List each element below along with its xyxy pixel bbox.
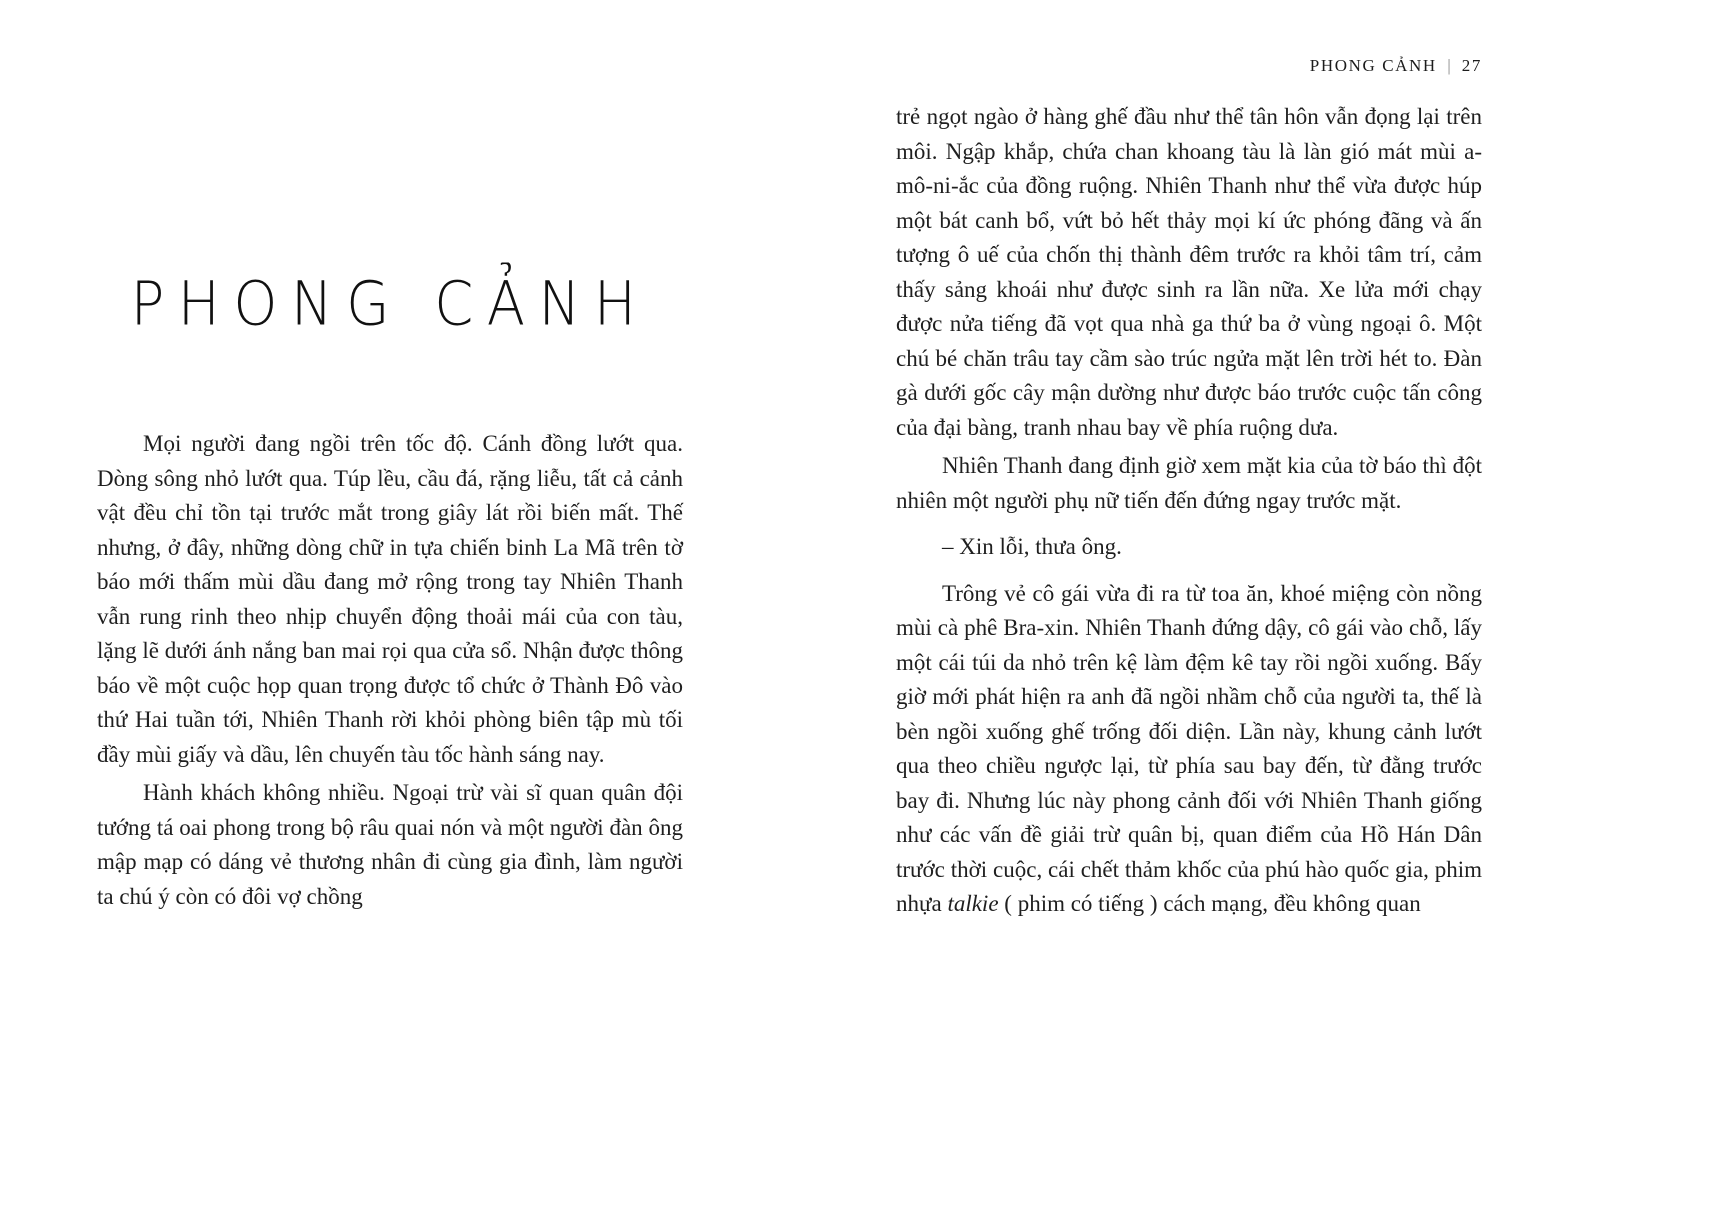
paragraph-right-4-text-after: ( phim có tiếng ) cách mạng, đều không quan [998, 891, 1421, 916]
paragraph-left-2: Hành khách không nhiều. Ngoại trừ vài sĩ quan quân đội tướng tá oai phong trong bộ râu quai nón và một người đàn ông mập mạp có dáng vẻ thương nhân đi cùng gia đình, làm người ta chú ý còn có đôi vợ chồng [97, 780, 683, 909]
page-number: 27 [1461, 56, 1482, 75]
paragraph-left-1: Mọi người đang ngồi trên tốc độ. Cánh đồng lướt qua. Dòng sông nhỏ lướt qua. Túp lều, cầu đá, rặng liễu, tất cả cảnh vật đều chỉ tồn tại trước mắt trong giây lát rồi biến mất. Thế nhưng, ở đây, những dòng chữ in tựa chiến binh La Mã trên tờ báo mới thấm mùi dầu đang mở rộng trong tay Nhiên Thanh vẫn rung rinh theo nhịp chuyển động thoải mái của con tàu, lặng lẽ dưới ánh nắng ban mai rọi qua cửa sổ. Nhận được thông báo về một cuộc họp quan trọng được tổ chức ở Thành Đô vào thứ Hai tuần tới, Nhiên Thanh rời khỏi phòng biên tập mù tối đầy mùi giấy và dầu, lên chuyến tàu tốc hành sáng nay. [97, 431, 683, 767]
dialogue-line: – Xin lỗi, thưa ông. [942, 534, 1122, 559]
paragraph-right-1: trẻ ngọt ngào ở hàng ghế đầu như thể tân hôn vẫn đọng lại trên môi. Ngập khắp, chứa chan khoang tàu là làn gió mát mùi a-mô-ni-ắc của đồng ruộng. Nhiên Thanh như thể vừa được húp một bát canh bổ, vứt bỏ hết thảy mọi kí ức phóng đãng và ấn tượng ô uế của chốn thị thành đêm trước ra khỏi tâm trí, cảm thấy sảng khoái như được sinh ra lần nữa. Xe lửa mới chạy được nửa tiếng đã vọt qua nhà ga thứ ba ở vùng ngoại ô. Một chú bé chăn trâu tay cầm sào trúc ngửa mặt lên trời hét to. Đàn gà dưới gốc cây mận dường như được báo trước cuộc tấn công của đại bàng, tranh nhau bay về phía ruộng dưa. [896, 104, 1482, 440]
right-column [896, 100, 1482, 926]
running-header-title: PHONG CẢNH [1309, 56, 1437, 75]
running-header [1310, 56, 1482, 76]
running-header-separator: | [1447, 56, 1451, 75]
paragraph-right-4-text: Trông vẻ cô gái vừa đi ra từ toa ăn, khoé miệng còn nồng mùi cà phê Bra-xin. Nhiên Thanh đứng dậy, cô gái vào chỗ, lấy một cái túi da nhỏ trên kệ làm đệm kê tay rồi ngồi xuống. Bấy giờ mới phát hiện ra anh đã ngồi nhầm chỗ của người ta, thế là bèn ngồi xuống ghế trống đối diện. Lần này, khung cảnh lướt qua theo chiều ngược lại, từ phía sau bay đến, từ đằng trước bay đi. Nhưng lúc này phong cảnh đối với Nhiên Thanh giống như các vấn đề giải trừ quân bị, quan điểm của Hồ Hán Dân trước thời cuộc, cái chết thảm khốc của phú hào quốc gia, phim nhựa [896, 580, 1482, 916]
left-column [97, 0, 683, 918]
paragraph-right-4-italic-word: talkie [947, 891, 999, 916]
paragraph-right-2: Nhiên Thanh đang định giờ xem mặt kia của tờ báo thì đột nhiên một người phụ nữ tiến đến đứng ngay trước mặt. [896, 453, 1482, 513]
paragraph-right-4 [896, 577, 1482, 922]
chapter-title: PHONG CẢNH [130, 269, 650, 340]
